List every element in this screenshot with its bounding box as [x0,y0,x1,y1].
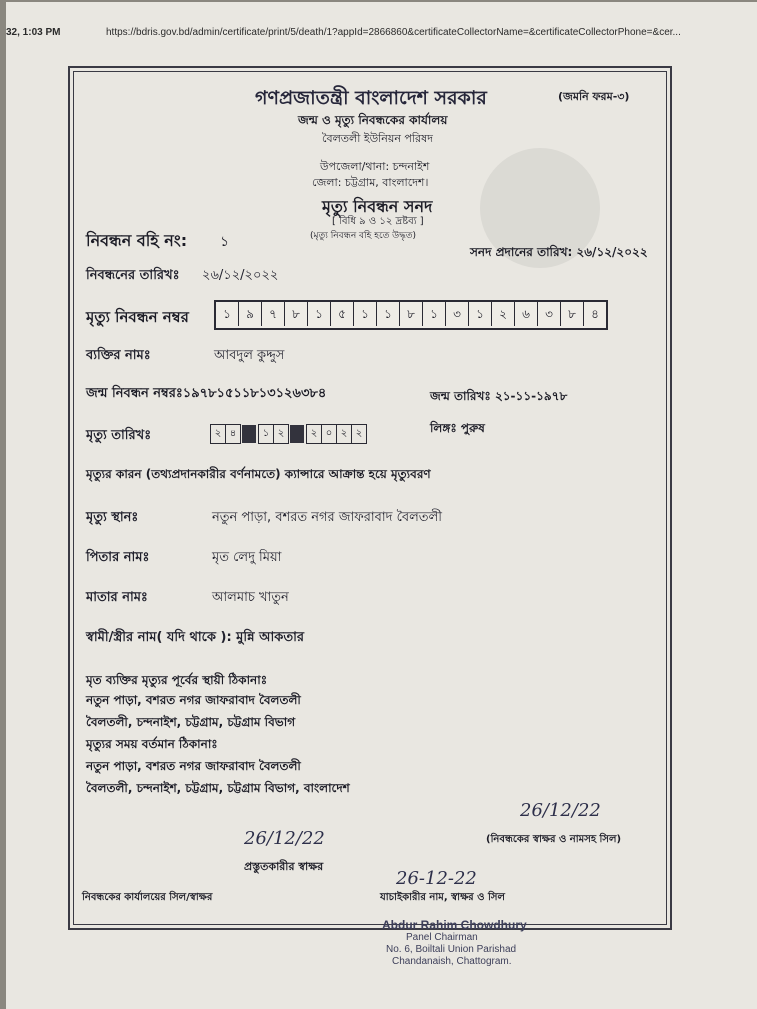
registration-no-digit: ১ [468,302,491,326]
death-date-digit: ২ [310,428,318,439]
name-value: আবদুল কুদ্দুস [214,348,285,363]
registration-no-digit: ৮ [284,302,307,326]
date-separator [242,425,256,443]
registration-date-label: নিবন্ধনের তারিখঃ [86,268,180,283]
document-sheet [6,2,757,1009]
current-address-line2: বৈলতলী, চন্দনাইশ, চট্টগ্রাম, চট্টগ্রাম বিভাগ, বাংলাদেশ [86,781,350,795]
death-date-digit: ১ [262,428,270,439]
registration-no-digit: ৪ [583,302,606,326]
place-value: নতুন পাড়া, বশরত নগর জাফরাবাদ বৈলতলী [212,510,442,525]
death-date-day [210,424,241,444]
verifier-label: যাচাইকারীর নাম, স্বাক্ষর ও সিল [380,892,505,903]
mother-label: মাতার নামঃ [86,590,148,605]
current-address-label: মৃত্যুর সময় বর্তমান ঠিকানাঃ [86,737,218,751]
father-value: মৃত লেদু মিয়া [212,550,282,565]
death-date-digit: ২ [351,425,366,443]
death-date-year [306,424,367,444]
death-date-digit: ২ [336,425,351,443]
print-header [6,24,757,42]
birth-registration-no: জন্ম নিবন্ধন নম্বরঃ১৯৭৮১৫১১৮১৩১২৬৩৮৪ [86,386,327,401]
registration-no-digit: ৯ [238,302,261,326]
union-name: বৈলতলী ইউনিয়ন পরিষদ [322,132,433,145]
registration-no-digit: ৩ [537,302,560,326]
registration-no-digit: ১ [223,307,231,321]
stamp-title: Panel Chairman [406,932,478,943]
birth-date: জন্ম তারিখঃ ২১-১১-১৯৭৮ [430,389,568,403]
gender: লিঙ্গঃ পুরুষ [430,421,485,435]
rule-reference: [ বিধি ৯ ও ১২ দ্রষ্টব্য ] [332,216,424,227]
preparer-signature: 26/12/22 [244,828,325,849]
place-label: মৃত্যু স্থানঃ [86,510,139,525]
registration-no-label: মৃত্যু নিবন্ধন নম্বর [86,308,189,326]
registration-date-value: ২৬/১২/২০২২ [202,268,279,283]
registration-no-digit: ৮ [560,302,583,326]
form-number: (জমনি ফরম-৩) [558,90,630,103]
cause-of-death: মৃত্যুর কারন (তথ্যপ্রদানকারীর বর্ণনামতে) ক্যান্সারে আক্রান্ত হয়ে মৃত্যুবরণ [86,467,431,481]
registration-no-digit: ৫ [330,302,353,326]
death-certificate [68,66,672,967]
stamp-name: Abdur Rahim Chowdhury [382,918,527,932]
current-address-line1: নতুন পাড়া, বশরত নগর জাফরাবাদ বৈলতলী [86,759,301,773]
issue-date: সনদ প্রদানের তারিখ: ২৬/১২/২০২২ [470,245,648,259]
registration-no-digit: ৩ [445,302,468,326]
mother-value: আলমাচ খাতুন [212,590,289,605]
registration-no-digit: ২ [491,302,514,326]
permanent-address-line2: বৈলতলী, চন্দনাইশ, চট্টগ্রাম, চট্টগ্রাম বিভাগ [86,715,296,729]
book-no-value: ১ [220,234,230,250]
registration-no-digit: ৮ [399,302,422,326]
spouse: স্বামী/স্ত্রীর নাম( যদি থাকে ): মুন্নি আকতার [86,630,305,645]
district: জেলা: চট্টগ্রাম, বাংলাদেশ। [312,176,429,189]
office-title: জন্ম ও মৃত্যু নিবন্ধকের কার্যালয় [298,113,448,127]
registration-no-digit: ১ [307,302,330,326]
registrar-signature: 26/12/22 [520,800,601,821]
office-seal-label: নিবন্ধকের কার্যালয়ের সিল/স্বাক্ষর [82,892,213,903]
permanent-address-line1: নতুন পাড়া, বশরত নগর জাফরাবাদ বৈলতলী [86,693,301,707]
certificate-title: মৃত্যু নিবন্ধন সনদ [322,197,433,216]
preparer-label: প্রস্তুতকারীর স্বাক্ষর [244,860,324,873]
registration-no-digit: ১ [422,302,445,326]
print-url: https://bdris.gov.bd/admin/certificate/print/5/death/1?appId=2866860&certificateCollectorName=&certificateCollectorPhone=&cer... [106,27,681,38]
print-time: 32, 1:03 PM [6,27,61,38]
death-date-digit: ২ [273,425,288,443]
death-date-digit: ৪ [225,425,240,443]
book-no-label: নিবন্ধন বহি নং: [86,231,188,250]
registration-no-digit: ১ [353,302,376,326]
date-separator [290,425,304,443]
registration-no-box [214,300,608,330]
verifier-signature: 26-12-22 [396,868,477,889]
copied-from: (মৃত্যু নিবন্ধন বহি হতে উদ্ধৃত) [310,231,417,241]
death-date-label: মৃত্যু তারিখঃ [86,428,152,443]
registration-no-digit: ১ [376,302,399,326]
registration-no-digit: ৭ [261,302,284,326]
government-title: গণপ্রজাতন্ত্রী বাংলাদেশ সরকার [255,87,487,109]
death-date-month [258,424,289,444]
death-date-digit: ২ [214,428,222,439]
permanent-address-label: মৃত ব্যক্তির মৃত্যুর পূর্বের স্থায়ী ঠিকানাঃ [86,673,268,687]
name-label: ব্যক্তির নামঃ [86,348,151,363]
registrar-label: (নিবন্ধকের স্বাক্ষর ও নামসহ সিল) [486,834,622,845]
death-date-digit: ০ [321,425,336,443]
father-label: পিতার নামঃ [86,550,150,565]
stamp-place: Chandanaish, Chattogram. [392,956,512,967]
upazila: উপজেলা/থানা: চন্দনাইশ [320,160,430,173]
stamp-office: No. 6, Boiltali Union Parishad [386,944,517,955]
registration-no-digit: ৬ [514,302,537,326]
